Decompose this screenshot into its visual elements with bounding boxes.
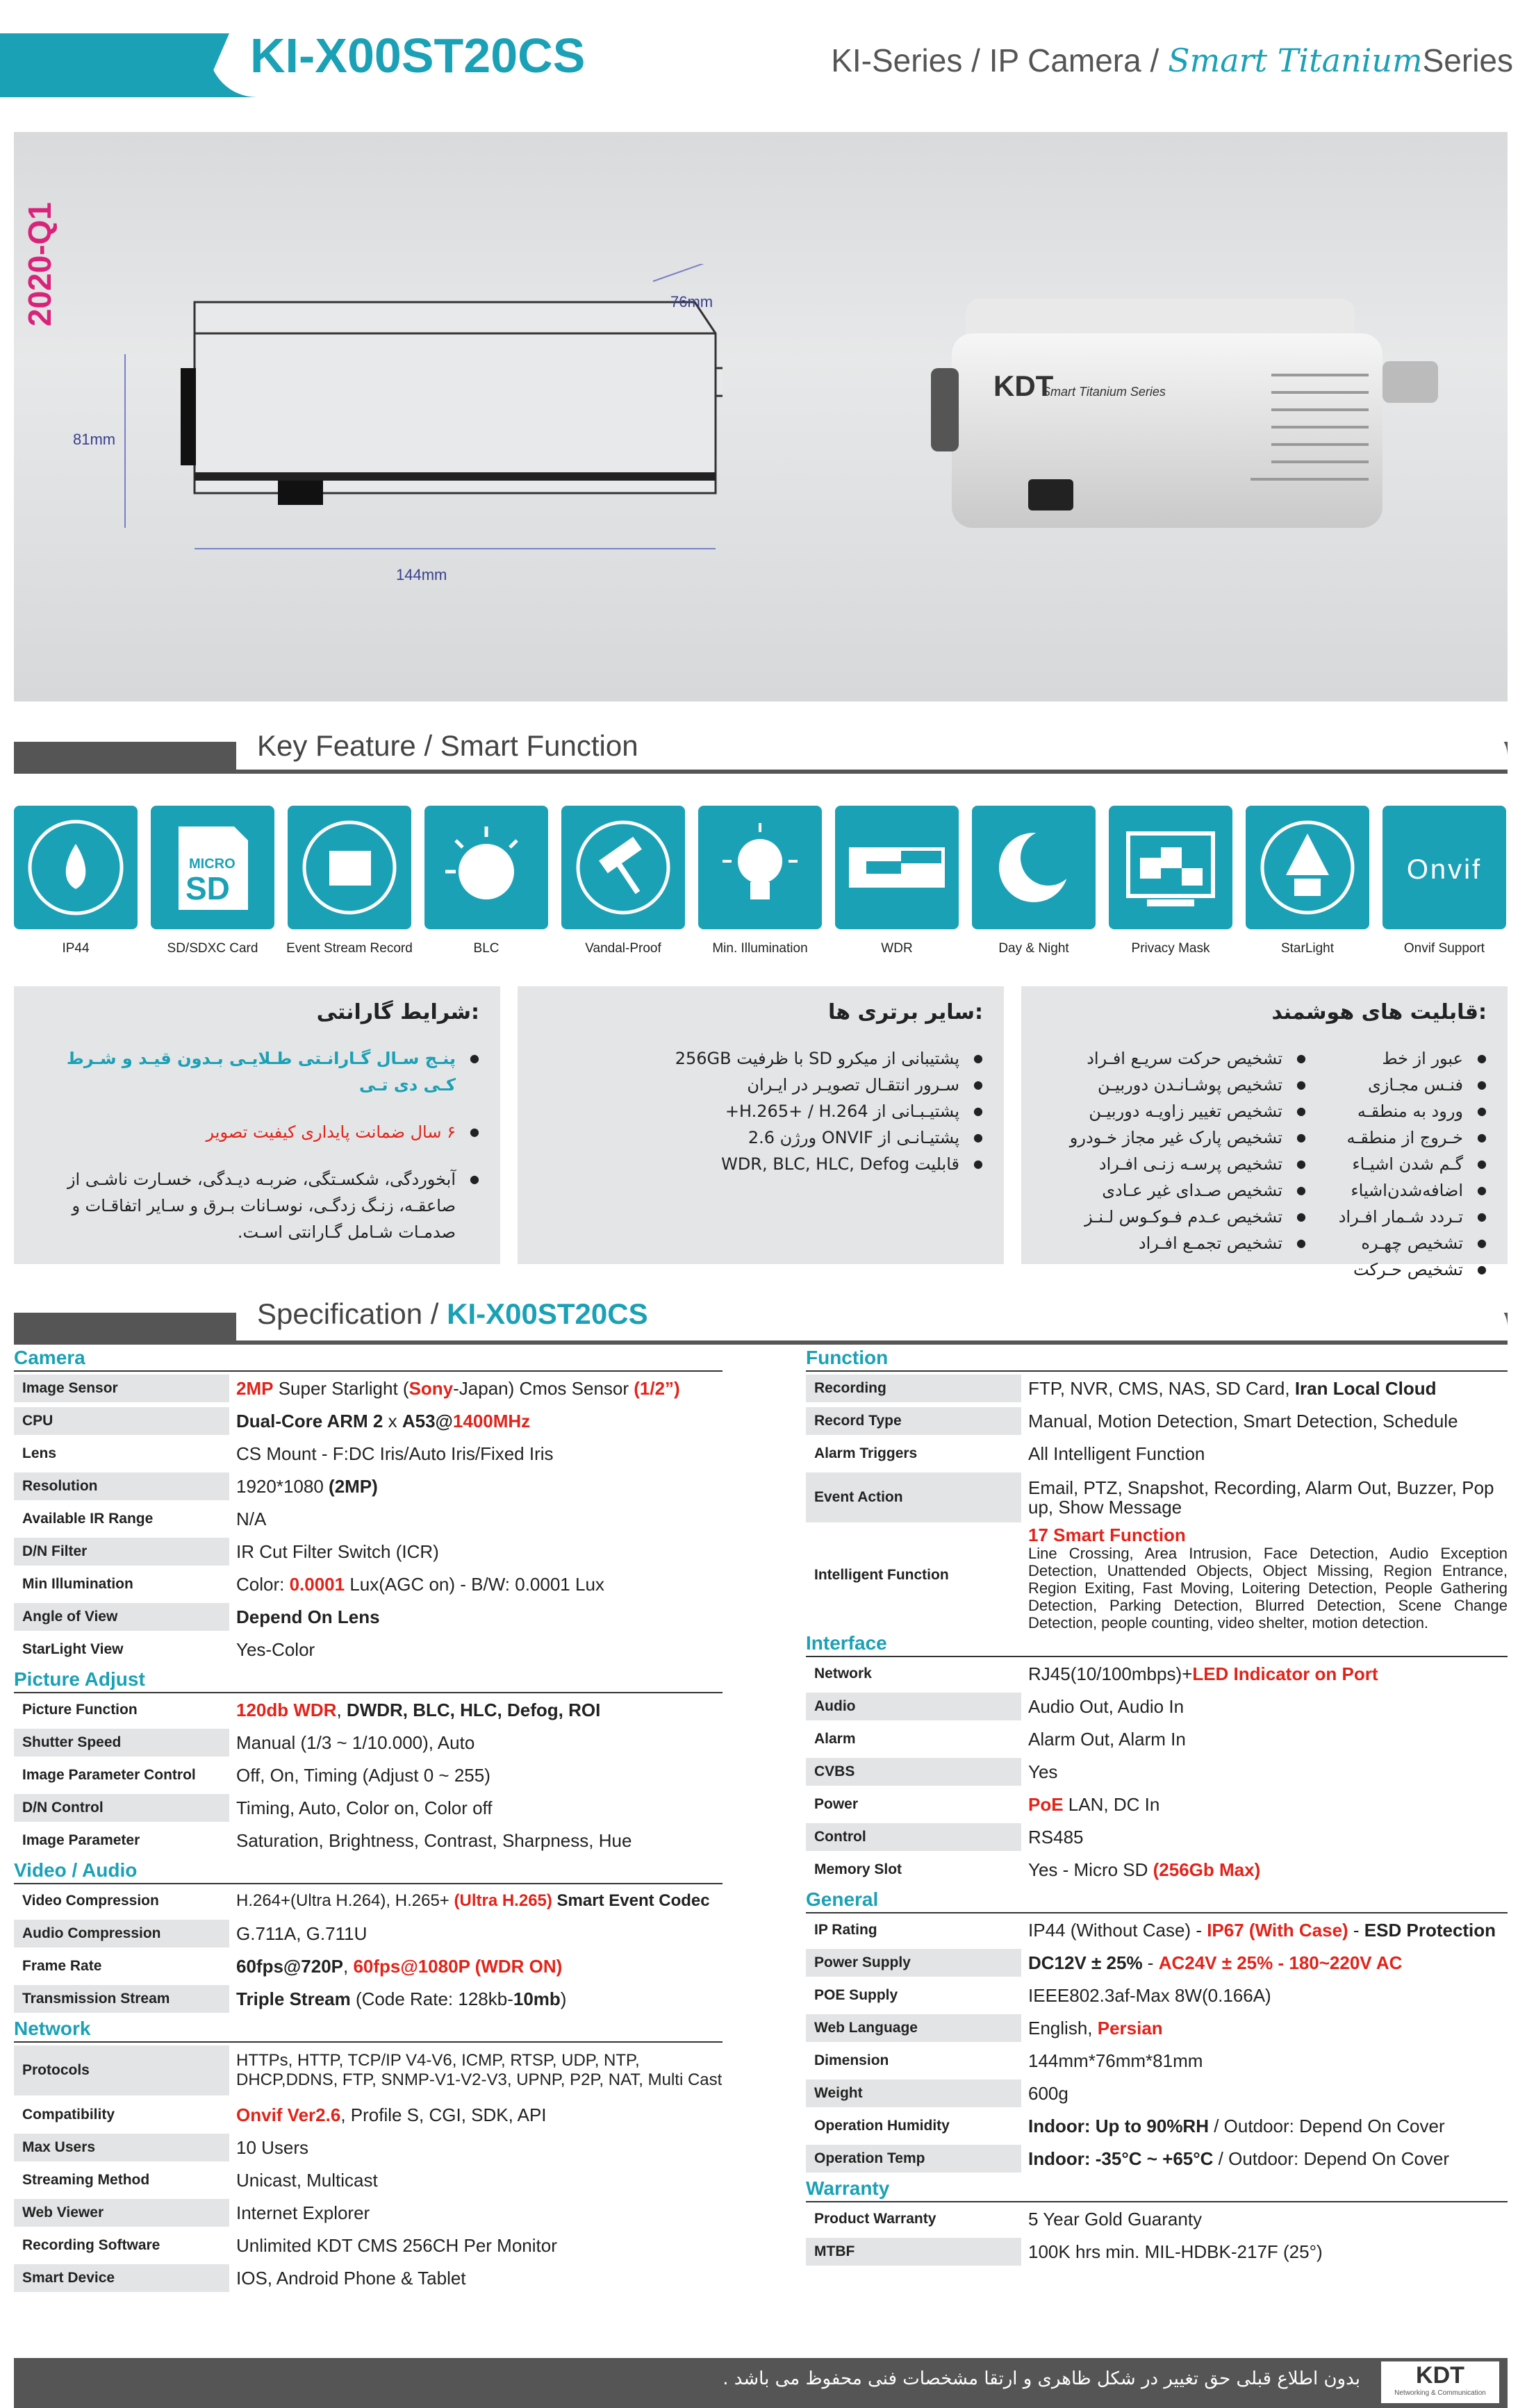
table-row: D/N Filter IR Cut Filter Switch (ICR) bbox=[14, 1535, 723, 1568]
table-row: Power Supply DC12V ± 25% - AC24V ± 25% - 180~220V AC bbox=[806, 1946, 1508, 1979]
list-item: ● خـروج از منطقـه bbox=[1327, 1124, 1487, 1151]
list-item: ● عبور از خط bbox=[1327, 1045, 1487, 1072]
table-row: Image Sensor 2MP Super Starlight (Sony-Japan) Cmos Sensor (1/2”) bbox=[14, 1372, 723, 1404]
table-row: Intelligent Function 17 Smart Function Line Crossing, Area Intrusion, Face Detection, Audio Exception Detection, Unattended Objects, Object Missing, Region Entrance, Region Exiting, Fast Moving, Loitering Detection, People Gathering Detection, Parking Detection, Blurred Detection, Scene Change Detection, people counting, video shelter, motion detection. bbox=[814, 1525, 1508, 1631]
table-row: Shutter Speed Manual (1/3 ~ 1/10.000), Auto bbox=[14, 1726, 723, 1759]
spec-left bbox=[14, 1344, 723, 2294]
dim-depth: 76mm bbox=[670, 293, 713, 310]
spec-title: Specification / KI-X00ST20CS bbox=[257, 1297, 648, 1330]
table-row: Video Compression H.264+(Ultra H.264), H.265+ (Ultra H.265) Smart Event Codec bbox=[22, 1891, 710, 1910]
dim-width: 144mm bbox=[396, 566, 447, 583]
event-record-icon bbox=[288, 806, 411, 929]
interface-heading: Interface bbox=[806, 1629, 1508, 1657]
table-row: Image Parameter Control Off, On, Timing (Adjust 0 ~ 255) bbox=[22, 1764, 490, 1786]
table-row: Event Action Email, PTZ, Snapshot, Recording, Alarm Out, Buzzer, Pop up, Show Message bbox=[806, 1470, 1508, 1525]
series-title: KI-Series / IP Camera / Smart TitaniumSeries bbox=[831, 42, 1513, 79]
list-item: ● گـم شدن اشیـاء bbox=[1327, 1151, 1487, 1177]
table-row: Resolution 1920*1080 (2MP) bbox=[14, 1470, 723, 1502]
table-row: Alarm Alarm Out, Alarm In bbox=[814, 1728, 1186, 1750]
sd-card-icon bbox=[151, 806, 274, 929]
table-row: Web Language English, Persian bbox=[806, 2011, 1508, 2044]
dim-height: 81mm bbox=[73, 431, 116, 448]
lightbulb-icon bbox=[698, 806, 822, 929]
svg-text:SD: SD bbox=[185, 870, 230, 906]
table-row: Recording FTP, NVR, CMS, NAS, SD Card, Iran Local Cloud bbox=[806, 1372, 1508, 1404]
table-row: Control RS485 bbox=[806, 1820, 1508, 1853]
other-title: سایر برتری ها: bbox=[828, 1000, 983, 1024]
svg-text:Smart Titanium Series: Smart Titanium Series bbox=[1042, 385, 1166, 399]
kf-label-wdr: WDR bbox=[881, 941, 913, 956]
kf-label-vandal: Vandal-Proof bbox=[585, 941, 661, 956]
table-row: Network RJ45(10/100mbps)+LED Indicator on Port bbox=[814, 1663, 1378, 1684]
list-item: ● قابلیت WDR, BLC, HLC, Defog bbox=[538, 1151, 983, 1177]
list-item: ● پشتیبانی از میکرو SD با ظرفیت 256GB bbox=[538, 1045, 983, 1072]
list-item: ● تشخیص پرسـه زنـی افـراد bbox=[1042, 1151, 1306, 1177]
table-row: Product Warranty 5 Year Gold Guaranty bbox=[814, 2208, 1203, 2230]
table-row: Memory Slot Yes - Micro SD (256Gb Max) bbox=[814, 1859, 1261, 1880]
onvif-icon bbox=[1382, 806, 1506, 929]
smart-panel bbox=[1021, 986, 1508, 1279]
table-row: CVBS Yes bbox=[806, 1755, 1508, 1788]
table-row: Audio Compression G.711A, G.711U bbox=[14, 1917, 723, 1950]
svg-text:MICRO: MICRO bbox=[189, 856, 236, 872]
blc-icon bbox=[424, 806, 548, 929]
camera-brand: KDT bbox=[993, 369, 1054, 402]
other-panel bbox=[518, 986, 1004, 1264]
table-row: Max Users 10 Users bbox=[14, 2131, 723, 2164]
list-item: ● تشخیص چهـره bbox=[1327, 1230, 1487, 1256]
warranty-panel bbox=[14, 986, 500, 1264]
table-row: Image Parameter Saturation, Brightness, Contrast, Sharpness, Hue bbox=[22, 1829, 632, 1851]
key-feature-title: Key Feature / Smart Function bbox=[257, 729, 638, 762]
starlight-icon bbox=[1246, 806, 1369, 929]
table-row: MTBF 100K hrs min. MIL-HDBK-217F (25°) bbox=[806, 2235, 1508, 2268]
table-row: Operation Humidity Indoor: Up to 90%RH / Outdoor: Depend On Cover bbox=[814, 2115, 1445, 2136]
kf-label-privacy: Privacy Mask bbox=[1131, 941, 1210, 956]
picture-heading: Picture Adjust bbox=[14, 1666, 723, 1693]
kf-label-event: Event Stream Record bbox=[286, 941, 413, 956]
list-item: ● اضافه‌شدن‌اشیاء bbox=[1327, 1177, 1487, 1204]
table-row: Operation Temp Indoor: -35°C ~ +65°C / Outdoor: Depend On Cover bbox=[806, 2142, 1508, 2175]
table-row: Transmission Stream Triple Stream (Code Rate: 128kb-10mb) bbox=[14, 1982, 723, 2015]
privacy-mask-icon bbox=[1109, 806, 1232, 929]
table-row: Audio Audio Out, Audio In bbox=[806, 1690, 1508, 1722]
table-row: Power PoE LAN, DC In bbox=[814, 1793, 1160, 1815]
video-heading: Video / Audio bbox=[14, 1857, 723, 1884]
table-row: Angle of View Depend On Lens bbox=[14, 1600, 723, 1633]
list-item: ● پشتیـبـانی از H.265+ / H.264+ bbox=[538, 1098, 983, 1124]
kf-label-ip44: IP44 bbox=[62, 941, 90, 956]
table-row: Available IR Range N/A bbox=[22, 1508, 267, 1529]
list-item: ● فنـس مجـازی bbox=[1327, 1072, 1487, 1098]
list-item: ● تشخیص پوشـانـدن دوربیـن bbox=[1042, 1072, 1306, 1098]
day-night-icon bbox=[972, 806, 1096, 929]
model-title: KI-X00ST20CS bbox=[250, 28, 586, 83]
dimension-drawing bbox=[69, 264, 723, 597]
list-item: ● تشخیص صـدای غیر عـادی bbox=[1042, 1177, 1306, 1204]
list-item: ● تشخیص تجمـع افـراد bbox=[1042, 1230, 1306, 1256]
kf-label-onvif: Onvif Support bbox=[1403, 941, 1485, 956]
camera-photo bbox=[924, 292, 1466, 556]
kf-label-blc: BLC bbox=[473, 941, 500, 956]
list-item: ● سـرور انتقـال تصویـر در ایـران bbox=[538, 1072, 983, 1098]
table-row: Min Illumination Color: 0.0001 Lux(AGC on) - B/W: 0.0001 Lux bbox=[22, 1573, 604, 1595]
table-row: Protocols HTTPs, HTTP, TCP/IP V4-V6, ICMP, RTSP, UDP, NTP, DHCP,DDNS, FTP, SNMP-V1-V2-V3, UPNP, P2P, NAT, Multi Cast bbox=[14, 2043, 723, 2098]
header-accent bbox=[0, 33, 229, 97]
table-row: Record Type Manual, Motion Detection, Smart Detection, Schedule bbox=[806, 1404, 1508, 1437]
table-row: Weight 600g bbox=[806, 2077, 1508, 2109]
kf-label-starlight: StarLight bbox=[1280, 941, 1335, 956]
table-row: POE Supply IEEE802.3af-Max 8W(0.166A) bbox=[814, 1984, 1271, 2006]
kf-label-sd: SD/SDXC Card bbox=[167, 941, 258, 956]
list-item: ● پشتیـانـی از ONVIF ورژن 2.6 bbox=[538, 1124, 983, 1151]
camera-heading: Camera bbox=[14, 1344, 723, 1372]
table-row: Lens CS Mount - F:DC Iris/Auto Iris/Fixed Iris bbox=[22, 1443, 554, 1464]
list-item: ● تـردد شـمار افـراد bbox=[1327, 1204, 1487, 1230]
list-item: ● تشخیص تغییر زاویـه دوربیـن bbox=[1042, 1098, 1306, 1124]
list-item: ● تشخیص حرکت سریـع افـراد bbox=[1042, 1045, 1306, 1072]
kf-label-day-night: Day & Night bbox=[998, 941, 1069, 956]
warranty-gold: ● پنـج سـال گـارانـتی طـلایـی بـدون قیـد و شـرط کـی دی تـی bbox=[35, 1045, 479, 1098]
spec-right bbox=[806, 1344, 1508, 2268]
footer-logo: KDT Networking & Communication bbox=[1381, 2361, 1499, 2403]
general-heading: General bbox=[806, 1886, 1508, 1913]
warranty-title: شرایط گارانتی: bbox=[316, 1000, 479, 1024]
table-row: D/N Control Timing, Auto, Color on, Color off bbox=[14, 1791, 723, 1824]
table-row: Frame Rate 60fps@720P, 60fps@1080P (WDR ON) bbox=[22, 1955, 563, 1977]
vandal-proof-icon bbox=[561, 806, 685, 929]
year-badge: 2020-Q1 bbox=[22, 201, 58, 326]
list-item: ● تشخیص حـرکت bbox=[1327, 1256, 1487, 1283]
table-row: Compatibility Onvif Ver2.6, Profile S, CGI, SDK, API bbox=[22, 2104, 547, 2125]
warranty-six: ● ۶ سال ضمانت پایداری کیفیت تصویر bbox=[35, 1119, 479, 1145]
smart-title: قابلیت های هوشمند: bbox=[1271, 1000, 1487, 1024]
table-row: Dimension 144mm*76mm*81mm bbox=[814, 2050, 1203, 2071]
table-row: IP Rating IP44 (Without Case) - IP67 (With Case) - ESD Protection bbox=[814, 1919, 1496, 1941]
warranty-heading: Warranty bbox=[806, 2175, 1508, 2202]
network-heading: Network bbox=[14, 2015, 723, 2043]
table-row: Web Viewer Internet Explorer bbox=[14, 2196, 723, 2229]
table-row: Streaming Method Unicast, Multicast bbox=[22, 2169, 378, 2191]
svg-text:Onvif: Onvif bbox=[1406, 854, 1483, 885]
kf-label-min-illum: Min. Illumination bbox=[712, 941, 808, 956]
warranty-note: ● آبخوردگی، شکسـتگی، ضربـه دیـدگی، خسـارت ناشـی از صاعقـه، زنـگ زدگـی، نوسـانات بـرق و سـایر اتفاقـات و صدمـات شـامل گـارانتی اسـت. bbox=[35, 1166, 479, 1245]
wdr-icon bbox=[835, 806, 959, 929]
footer-notice: بدون اطلاع قبلی حق تغییر در شکل ظاهری و ارتقا مشخصات فنی محفوظ می باشد . bbox=[723, 2368, 1360, 2389]
ip44-icon bbox=[14, 806, 138, 929]
list-item: ● ورود به منطقـه bbox=[1327, 1098, 1487, 1124]
table-row: Alarm Triggers All Intelligent Function bbox=[814, 1443, 1205, 1464]
list-item: ● تشخیص پارک غیر مجاز خـودرو bbox=[1042, 1124, 1306, 1151]
list-item: ● تشخیص عـدم فـوکـوس لـنـز bbox=[1042, 1204, 1306, 1230]
table-row: Recording Software Unlimited KDT CMS 256CH Per Monitor bbox=[22, 2234, 557, 2256]
table-row: CPU Dual-Core ARM 2 x A53@1400MHz bbox=[14, 1404, 723, 1437]
table-row: Smart Device IOS, Android Phone & Tablet bbox=[14, 2261, 723, 2294]
table-row: Picture Function 120db WDR, DWDR, BLC, HLC, Defog, ROI bbox=[22, 1699, 601, 1720]
table-row: StarLight View Yes-Color bbox=[22, 1638, 315, 1660]
function-heading: Function bbox=[806, 1344, 1508, 1372]
